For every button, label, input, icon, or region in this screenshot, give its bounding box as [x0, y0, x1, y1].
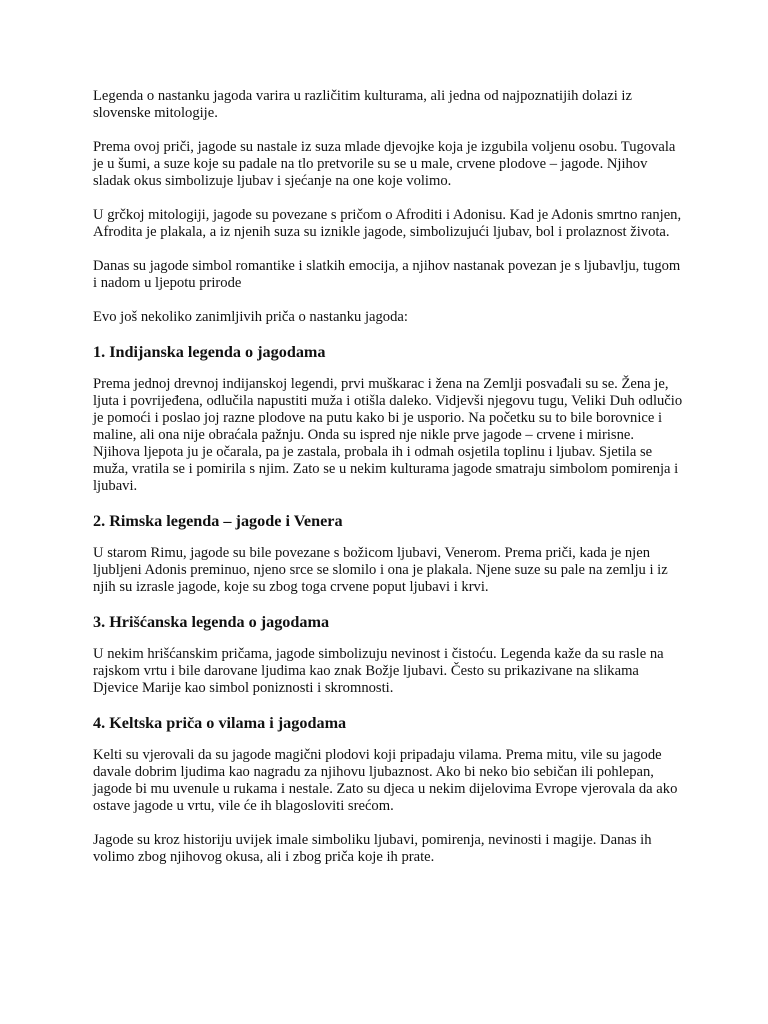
section-heading-2: 2. Rimska legenda – jagode i Venera — [93, 512, 343, 530]
intro-paragraph-3: U grčkoj mitologiji, jagode su povezane s pričom o Afroditi i Adonisu. Kad je Adonis smrtno ranjen, Afrodita je plakala, a iz njenih suza su iznikle jagode, simbolizujući ljubav, bol i prolaznost života. — [93, 207, 682, 240]
section-body-1: Prema jednoj drevnoj indijanskoj legendi, prvi muškarac i žena na Zemlji posvađali su se. Žena je, ljuta i povrijeđena, odlučila napustiti muža i otišla daleko. Vidjevši njegovu tugu, Veliki Duh odlučio je pomoći i poslao joj razne plodove na putu kako bi je usporio. Na početku su to bile borovnice i maline, ali ona nije obraćala pažnju. Onda su ispred nje nikle prve jagode – crvene i mirisne. Njihova ljepota ju je očarala, pa je zastala, probala ih i odmah osjetila toplinu i ljubav. Sjetila se muža, vratila se i pomirila s njim. Zato se u nekim kulturama jagode smatraju simbolom pomirenja i ljubavi. — [93, 376, 683, 494]
section-body-4: Kelti su vjerovali da su jagode magični plodovi koji pripadaju vilama. Prema mitu, vile su jagode davale dobrim ljudima kao nagradu za njihovu ljubaznost. Ako bi neko bio sebičan ili pohlepan, jagode bi mu uvenule u rukama i nestale. Zato su djeca u nekim dijelovima Evrope vjerovala da ako ostave jagode u vrtu, vile će ih blagosloviti srećom. — [93, 747, 678, 814]
document-page — [93, 88, 683, 883]
section-heading-4: 4. Keltska priča o vilama i jagodama — [93, 714, 347, 732]
intro-paragraph-2: Prema ovoj priči, jagode su nastale iz suza mlade djevojke koja je izgubila voljenu osobu. Tugovala je u šumi, a suze koje su padale na tlo pretvorile su se u male, crvene plodove – jagode. Njihov sladak okus simbolizuje ljubav i sjećanje na one koje volimo. — [93, 139, 676, 189]
closing-paragraph: Jagode su kroz historiju uvijek imale simboliku ljubavi, pomirenja, nevinosti i magije. Danas ih volimo zbog njihovog okusa, ali i zbog priča koje ih prate. — [93, 832, 652, 865]
intro-paragraph-1: Legenda o nastanku jagoda varira u različitim kulturama, ali jedna od najpoznatijih dolazi iz slovenske mitologije. — [93, 88, 632, 121]
section-heading-3: 3. Hrišćanska legenda o jagodama — [93, 613, 330, 631]
section-body-3: U nekim hrišćanskim pričama, jagode simbolizuju nevinost i čistoću. Legenda kaže da su rasle na rajskom vrtu i bile darovane ljudima kao znak Božje ljubavi. Često su prikazivane na slikama Djevice Marije kao simbol poniznosti i skromnosti. — [93, 646, 664, 696]
section-heading-1: 1. Indijanska legenda o jagodama — [93, 343, 326, 361]
section-body-2: U starom Rimu, jagode su bile povezane s božicom ljubavi, Venerom. Prema priči, kada je njen ljubljeni Adonis preminuo, njeno srce se slomilo i ona je plakala. Njene suze su pale na zemlju i iz njih su izrasle jagode, koje su zbog toga crvene poput ljubavi i krvi. — [93, 545, 668, 595]
intro-paragraph-4: Danas su jagode simbol romantike i slatkih emocija, a njihov nastanak povezan je s ljubavlju, tugom i nadom u ljepotu prirode — [93, 258, 681, 291]
intro-paragraph-5: Evo još nekoliko zanimljivih priča o nastanku jagoda: — [93, 309, 408, 325]
